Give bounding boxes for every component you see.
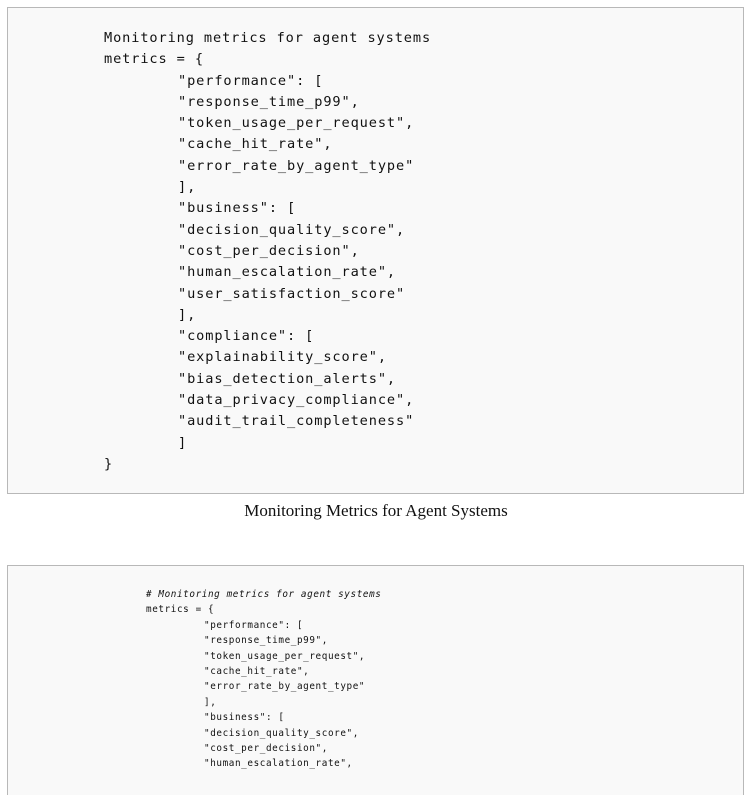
code-line: ] xyxy=(178,434,188,451)
code-listing-small xyxy=(7,565,744,795)
code-line: "audit_trail_completeness" xyxy=(178,413,415,430)
code-line: metrics = { xyxy=(104,51,204,68)
code-line: "decision_quality_score", xyxy=(204,727,359,739)
code-line: "bias_detection_alerts", xyxy=(178,370,397,387)
code-line: "business": [ xyxy=(178,200,297,217)
code-line: ], xyxy=(178,306,197,323)
code-lines xyxy=(146,587,382,772)
code-listing-large xyxy=(7,7,744,494)
code-line: "cache_hit_rate", xyxy=(178,136,333,153)
code-line: "human_escalation_rate", xyxy=(178,264,397,281)
listing-caption: Monitoring Metrics for Agent Systems xyxy=(244,501,508,520)
code-line: metrics = { xyxy=(146,604,215,616)
code-line: ], xyxy=(178,179,197,196)
code-line: "response_time_p99", xyxy=(178,93,360,110)
code-line: "decision_quality_score", xyxy=(178,221,406,238)
code-lines xyxy=(104,28,431,475)
code-line: "performance": [ xyxy=(204,619,304,631)
code-line: } xyxy=(104,455,114,472)
code-line: "token_usage_per_request", xyxy=(204,650,366,662)
code-line: "explainability_score", xyxy=(178,349,387,366)
code-line: "cost_per_decision", xyxy=(204,743,328,755)
code-line: "response_time_p99", xyxy=(204,635,328,647)
code-line: "compliance": [ xyxy=(178,328,315,345)
code-line: "business": [ xyxy=(204,712,285,724)
code-line: "performance": [ xyxy=(178,72,324,89)
code-line: "cost_per_decision", xyxy=(178,242,360,259)
code-line: "cache_hit_rate", xyxy=(204,666,310,678)
code-line: "error_rate_by_agent_type" xyxy=(204,681,366,693)
code-line: "user_satisfaction_score" xyxy=(178,285,406,302)
code-line: Monitoring metrics for agent systems xyxy=(104,30,432,46)
code-line: "error_rate_by_agent_type" xyxy=(178,157,415,174)
code-comment-line: # Monitoring metrics for agent systems xyxy=(146,589,382,600)
code-line: "data_privacy_compliance", xyxy=(178,392,415,409)
code-line: "token_usage_per_request", xyxy=(178,115,415,132)
code-line: ], xyxy=(204,696,217,708)
code-line: "human_escalation_rate", xyxy=(204,758,353,770)
